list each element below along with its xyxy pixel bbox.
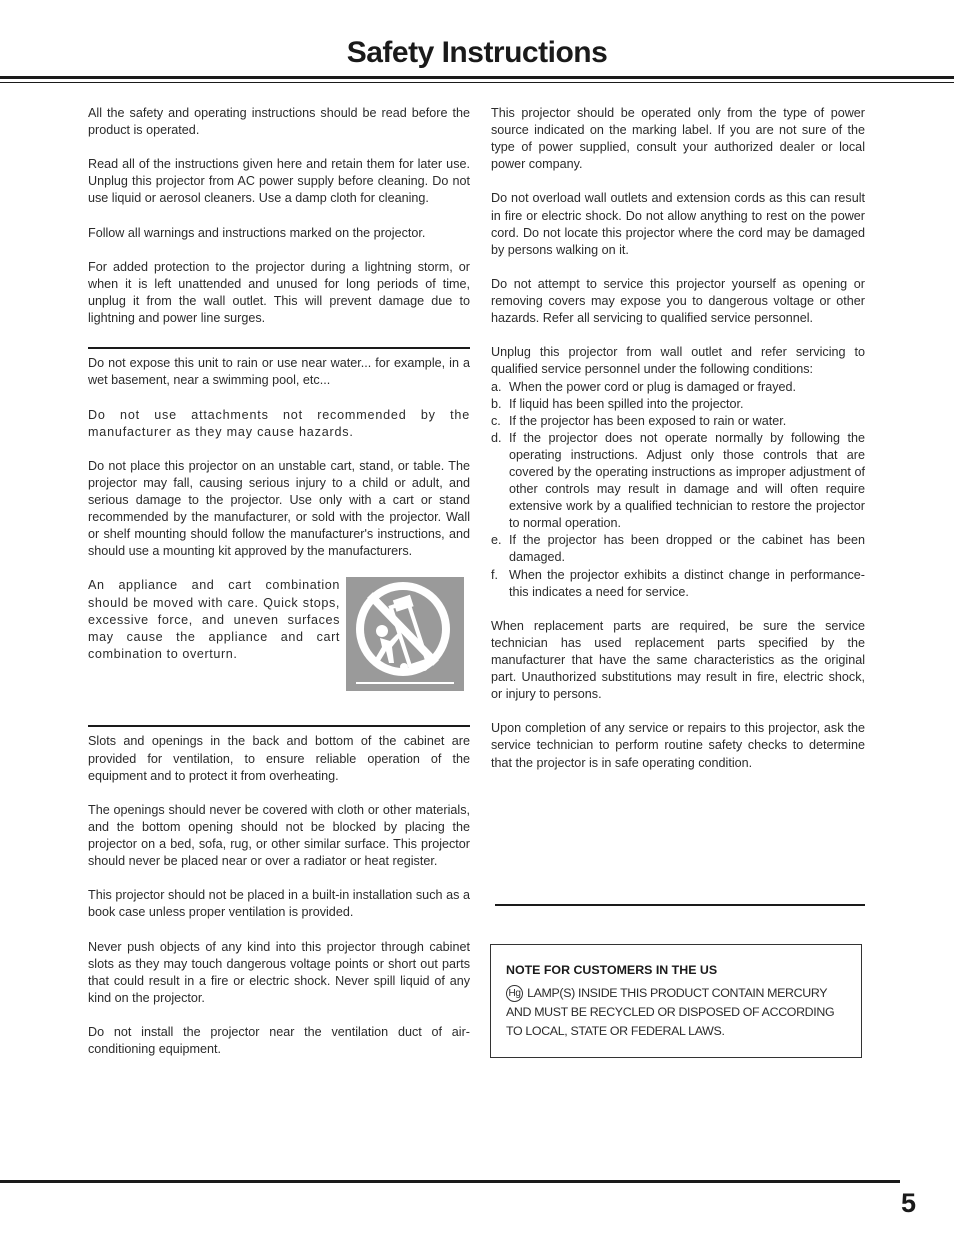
header-rule-thin bbox=[0, 82, 954, 83]
paragraph: Do not install the projector near the ventilation duct of air-conditioning equipment. bbox=[88, 1025, 470, 1057]
paragraph: This projector should not be placed in a built-in installation such as a book case unless proper ventilation is provided. bbox=[88, 888, 470, 920]
cart-warning-block bbox=[88, 577, 470, 691]
footer-rule bbox=[0, 1180, 900, 1183]
cart-tip-over-warning-icon bbox=[346, 577, 464, 691]
paragraph: All the safety and operating instructions should be read before the product is operated. bbox=[88, 106, 470, 138]
paragraph: Upon completion of any service or repairs to this projector, ask the service technician to perform routine safety checks to determine that the projector is in safe operating condition. bbox=[491, 721, 865, 770]
list-item: e. If the projector has been dropped or the cabinet has been damaged. bbox=[491, 533, 865, 565]
paragraph: Do not place this projector on an unstable cart, stand, or table. The projector may fall, causing serious injury to a child or adult, and serious damage to the projector. Use only with a cart or stand recommended by the manufacturer, or sold with the projector. Wall or shelf mounting should follow the manufacturer's instructions, and should use a mounting kit approved by the manufacturers. bbox=[88, 458, 470, 559]
paragraph: Do not expose this unit to rain or use near water... for example, in a wet basement, near a swimming pool, etc... bbox=[88, 356, 470, 388]
list-item: a. When the power cord or plug is damaged or frayed. bbox=[491, 379, 797, 394]
paragraph: Read all of the instructions given here and retain them for later use. Unplug this projector from AC power supply before cleaning. Do not use liquid or aerosol cleaners. Use a damp cloth for cleaning. bbox=[88, 157, 470, 206]
list-item: b. If liquid has been spilled into the projector. bbox=[491, 396, 744, 411]
paragraph: When replacement parts are required, be sure the service technician has used replacement parts specified by the manufacturer that have the same characteristics as the original part. Unauthorized substitutions may result in fire, electric shock, or injury to persons. bbox=[491, 618, 865, 702]
page-number: 5 bbox=[900, 1188, 916, 1218]
list-item: d. If the projector does not operate normally by following the operating instructions. Adjust only those controls that are covered by the operating instructions as improper adjustment of other controls may result in damage and will often require extensive work by a qualified technician to restore the projector to normal operation. bbox=[491, 430, 865, 531]
paragraph: Do not attempt to service this projector yourself as opening or removing covers may expose you to dangerous voltage or other hazards. Refer all servicing to qualified service personnel. bbox=[491, 276, 865, 326]
paragraph: The openings should never be covered with cloth or other materials, and the bottom opening should not be blocked by placing the projector on a bed, sofa, rug, or other similar surface. This projector should never be placed near or over a radiator or heat register. bbox=[88, 802, 470, 869]
section-divider bbox=[88, 347, 470, 349]
paragraph: Never push objects of any kind into this projector through cabinet slots as they may touch dangerous voltage points or short out parts that could result in a fire or electric shock. Never spill liquid of any kind on the projector. bbox=[88, 939, 470, 1005]
note-title: NOTE FOR CUSTOMERS IN THE US bbox=[506, 963, 718, 977]
paragraph: Do not overload wall outlets and extension cords as this can result in fire or electric shock. Do not allow anything to rest on the power cord. Do not locate this projector where the cord may be damaged by persons walking on it. bbox=[491, 191, 865, 257]
left-column bbox=[88, 105, 470, 1075]
paragraph: Unplug this projector from wall outlet and refer servicing to qualified service personnel under the following conditions: bbox=[491, 345, 865, 377]
paragraph: This projector should be operated only from the type of power source indicated on the marking label. If you are not sure of the type of power supplied, consult your authorized dealer or local power company. bbox=[491, 106, 865, 172]
paragraph: Do not use attachments not recommended by the manufacturer as they may cause hazards. bbox=[88, 407, 470, 439]
section-divider bbox=[88, 725, 470, 727]
paragraph: Follow all warnings and instructions marked on the projector. bbox=[88, 225, 426, 240]
header-rule-thick bbox=[0, 76, 954, 79]
list-item: f. When the projector exhibits a distinct change in performance-this indicates a need for service. bbox=[491, 567, 865, 599]
note-body: Hg LAMP(S) INSIDE THIS PRODUCT CONTAIN MERCURY AND MUST BE RECYCLED OR DISPOSED OF ACCORDING TO LOCAL, STATE OR FEDERAL LAWS. bbox=[506, 986, 835, 1038]
paragraph: For added protection to the projector during a lightning storm, or when it is left unattended and unused for long periods of time, unplug it from the wall outlet. This will prevent damage due to lightning and power line surges. bbox=[88, 259, 470, 326]
paragraph: An appliance and cart combination should be moved with care. Quick stops, excessive force, and uneven surfaces may cause the appliance and cart combination to overturn. bbox=[88, 578, 340, 661]
list-item: c. If the projector has been exposed to rain or water. bbox=[491, 413, 787, 428]
page-title: Safety Instructions bbox=[346, 36, 608, 69]
mercury-symbol-icon: Hg bbox=[506, 985, 523, 1002]
us-customer-note-box bbox=[490, 944, 862, 1058]
right-column bbox=[491, 105, 865, 789]
section-divider bbox=[495, 904, 865, 906]
service-conditions-list bbox=[491, 379, 865, 601]
paragraph: Slots and openings in the back and bottom of the cabinet are provided for ventilation, to ensure reliable operation of the equipment and to protect it from overheating. bbox=[88, 734, 470, 783]
